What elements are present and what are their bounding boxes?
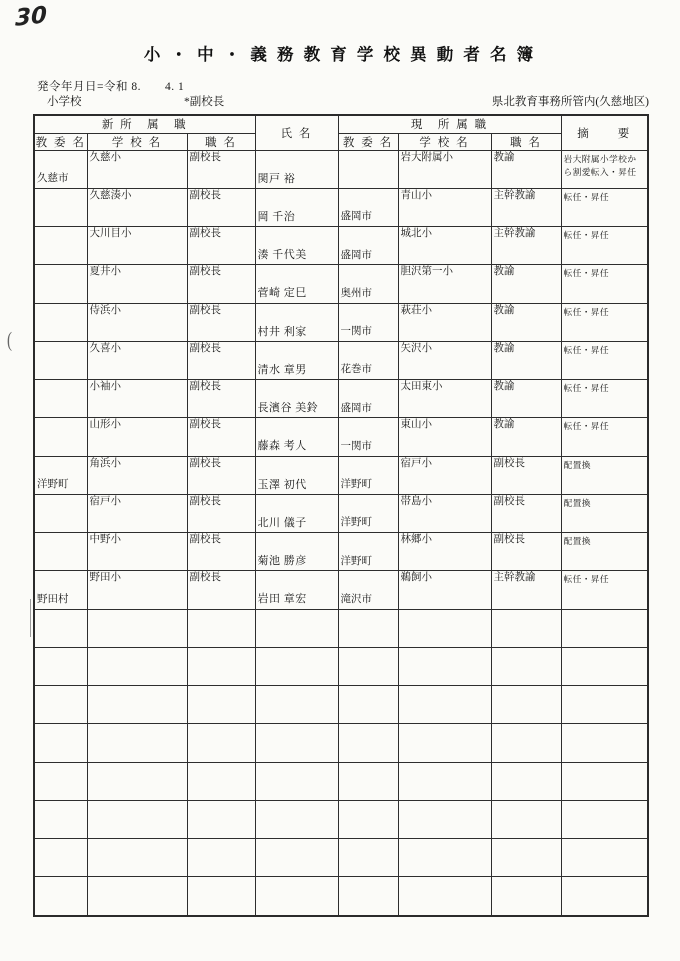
cell-new-school (87, 609, 187, 647)
cell-remarks: 転任・昇任 (561, 571, 648, 609)
cell-new-school (87, 724, 187, 762)
cell-cur-school (398, 762, 491, 800)
table-row-empty (34, 762, 648, 800)
cell-new-committee: 久慈市 (34, 150, 87, 188)
cell-name: 玉澤 初代 (255, 456, 338, 494)
table-row (34, 533, 648, 571)
cell-new-title (187, 839, 255, 877)
cell-new-committee (34, 188, 87, 226)
cell-cur-committee (338, 839, 398, 877)
header-new-school: 学 校 名 (87, 133, 187, 150)
header-new-affiliation: 新 所 属 職 (34, 115, 255, 133)
header-cur-title: 職 名 (491, 133, 561, 150)
cell-name (255, 609, 338, 647)
cell-cur-school: 鵜飼小 (398, 571, 491, 609)
cell-new-title: 副校長 (187, 341, 255, 379)
cell-new-committee (34, 762, 87, 800)
cell-new-title (187, 724, 255, 762)
cell-cur-title: 副校長 (491, 533, 561, 571)
scan-artifact-line (30, 599, 31, 637)
header-new-title: 職 名 (187, 133, 255, 150)
header-current-affiliation: 現 所 属 職 (338, 115, 561, 133)
cell-remarks (561, 800, 648, 838)
cell-remarks (561, 609, 648, 647)
cell-cur-title (491, 724, 561, 762)
cell-new-school: 小袖小 (87, 380, 187, 418)
cell-cur-committee: 花巻市 (338, 341, 398, 379)
cell-cur-title: 副校長 (491, 494, 561, 532)
cell-new-committee (34, 494, 87, 532)
table-row (34, 227, 648, 265)
cell-new-school: 侍浜小 (87, 303, 187, 341)
cell-new-title: 副校長 (187, 456, 255, 494)
cell-new-title (187, 762, 255, 800)
school-type-label: 小学校 (47, 96, 82, 108)
cell-new-title: 副校長 (187, 150, 255, 188)
cell-name: 菊池 勝彦 (255, 533, 338, 571)
cell-name: 岩田 章宏 (255, 571, 338, 609)
cell-cur-committee (338, 150, 398, 188)
cell-cur-school: 林郷小 (398, 533, 491, 571)
cell-remarks: 転任・昇任 (561, 188, 648, 226)
cell-cur-committee: 滝沢市 (338, 571, 398, 609)
cell-remarks: 転任・昇任 (561, 380, 648, 418)
cell-cur-committee: 奥州市 (338, 265, 398, 303)
cell-new-school: 久慈湊小 (87, 188, 187, 226)
cell-new-committee (34, 877, 87, 916)
cell-remarks: 転任・昇任 (561, 265, 648, 303)
cell-remarks (561, 686, 648, 724)
cell-cur-title (491, 686, 561, 724)
table-row (34, 341, 648, 379)
cell-new-school: 野田小 (87, 571, 187, 609)
cell-name: 清水 章男 (255, 341, 338, 379)
cell-remarks (561, 647, 648, 685)
cell-name (255, 647, 338, 685)
roster-table-body (34, 150, 648, 916)
cell-cur-committee (338, 609, 398, 647)
cell-name (255, 877, 338, 916)
cell-new-school (87, 839, 187, 877)
cell-cur-committee (338, 724, 398, 762)
cell-cur-title: 主幹教諭 (491, 227, 561, 265)
table-row (34, 150, 648, 188)
header-new-committee: 教 委 名 (34, 133, 87, 150)
district-office-label: 県北教育事務所管内(久慈地区) (491, 96, 649, 108)
cell-new-school (87, 877, 187, 916)
cell-new-title: 副校長 (187, 418, 255, 456)
cell-cur-school: 青山小 (398, 188, 491, 226)
cell-cur-committee (338, 877, 398, 916)
cell-cur-title: 主幹教諭 (491, 188, 561, 226)
cell-new-school: 角浜小 (87, 456, 187, 494)
cell-cur-school: 矢沢小 (398, 341, 491, 379)
cell-name (255, 762, 338, 800)
cell-cur-committee (338, 762, 398, 800)
cell-cur-committee: 一関市 (338, 303, 398, 341)
table-row-empty (34, 686, 648, 724)
cell-new-school (87, 762, 187, 800)
cell-new-title (187, 686, 255, 724)
cell-cur-title: 教諭 (491, 150, 561, 188)
cell-new-title (187, 609, 255, 647)
cell-new-committee (34, 227, 87, 265)
cell-name (255, 686, 338, 724)
cell-remarks (561, 839, 648, 877)
cell-cur-school: 萩荘小 (398, 303, 491, 341)
cell-cur-title (491, 609, 561, 647)
table-row-empty (34, 724, 648, 762)
cell-new-committee (34, 609, 87, 647)
cell-new-title: 副校長 (187, 265, 255, 303)
cell-new-committee (34, 800, 87, 838)
cell-new-school: 久慈小 (87, 150, 187, 188)
cell-cur-committee: 盛岡市 (338, 188, 398, 226)
cell-new-committee (34, 839, 87, 877)
cell-new-committee (34, 380, 87, 418)
cell-remarks: 配置換 (561, 456, 648, 494)
cell-new-title (187, 800, 255, 838)
cell-cur-title: 主幹教諭 (491, 571, 561, 609)
table-row-empty (34, 800, 648, 838)
cell-new-title: 副校長 (187, 227, 255, 265)
table-row (34, 456, 648, 494)
handwritten-page-number: 30 (15, 2, 47, 32)
cell-new-title: 副校長 (187, 494, 255, 532)
table-row (34, 303, 648, 341)
header-cur-school: 学 校 名 (398, 133, 491, 150)
table-row (34, 494, 648, 532)
table-row-empty (34, 647, 648, 685)
cell-name: 湊 千代美 (255, 227, 338, 265)
cell-remarks: 岩大附属小学校から割愛転入・昇任 (561, 150, 648, 188)
table-row (34, 571, 648, 609)
position-filter-label: *副校長 (184, 96, 225, 108)
cell-new-title: 副校長 (187, 188, 255, 226)
cell-new-committee: 野田村 (34, 571, 87, 609)
cell-remarks: 転任・昇任 (561, 227, 648, 265)
cell-new-committee (34, 686, 87, 724)
cell-new-school: 大川目小 (87, 227, 187, 265)
cell-new-title: 副校長 (187, 380, 255, 418)
table-row-empty (34, 877, 648, 916)
cell-cur-title: 教諭 (491, 265, 561, 303)
cell-remarks: 配置換 (561, 533, 648, 571)
cell-new-school: 中野小 (87, 533, 187, 571)
cell-new-committee (34, 418, 87, 456)
cell-cur-school (398, 609, 491, 647)
cell-cur-committee: 盛岡市 (338, 227, 398, 265)
cell-cur-title (491, 839, 561, 877)
cell-cur-school (398, 877, 491, 916)
cell-cur-school: 東山小 (398, 418, 491, 456)
issue-date-line: 発令年月日=令和 8. 4. 1 (37, 81, 185, 93)
cell-cur-school: 太田東小 (398, 380, 491, 418)
cell-new-title (187, 647, 255, 685)
cell-new-committee (34, 341, 87, 379)
cell-name: 菅崎 定巳 (255, 265, 338, 303)
cell-new-school: 夏井小 (87, 265, 187, 303)
header-cur-committee: 教 委 名 (338, 133, 398, 150)
table-row (34, 265, 648, 303)
cell-cur-committee: 洋野町 (338, 533, 398, 571)
cell-new-school (87, 647, 187, 685)
cell-new-committee (34, 303, 87, 341)
cell-new-title: 副校長 (187, 533, 255, 571)
cell-name: 関戸 裕 (255, 150, 338, 188)
cell-cur-title (491, 877, 561, 916)
cell-remarks (561, 877, 648, 916)
header-group-row (34, 115, 648, 133)
scan-artifact-paren: ( (7, 329, 12, 352)
table-row (34, 418, 648, 456)
header-name: 氏 名 (255, 115, 338, 150)
cell-new-title: 副校長 (187, 303, 255, 341)
cell-new-title: 副校長 (187, 571, 255, 609)
cell-cur-committee: 盛岡市 (338, 380, 398, 418)
cell-name (255, 800, 338, 838)
table-row-empty (34, 609, 648, 647)
cell-new-committee (34, 724, 87, 762)
cell-cur-committee: 一関市 (338, 418, 398, 456)
cell-cur-school: 城北小 (398, 227, 491, 265)
cell-cur-school (398, 839, 491, 877)
cell-name: 北川 儀子 (255, 494, 338, 532)
table-row (34, 380, 648, 418)
cell-name: 岡 千治 (255, 188, 338, 226)
cell-cur-title (491, 800, 561, 838)
cell-cur-title: 副校長 (491, 456, 561, 494)
cell-cur-committee (338, 647, 398, 685)
cell-new-school (87, 686, 187, 724)
cell-cur-school: 帯島小 (398, 494, 491, 532)
table-row (34, 188, 648, 226)
cell-cur-school: 胆沢第一小 (398, 265, 491, 303)
cell-name: 長濱谷 美鈴 (255, 380, 338, 418)
cell-remarks: 配置換 (561, 494, 648, 532)
cell-remarks: 転任・昇任 (561, 341, 648, 379)
cell-cur-committee: 洋野町 (338, 456, 398, 494)
page-title: 小 ・ 中 ・ 義 務 教 育 学 校 異 動 者 名 簿 (143, 45, 537, 64)
cell-cur-title (491, 762, 561, 800)
cell-name: 藤森 考人 (255, 418, 338, 456)
cell-new-committee (34, 533, 87, 571)
cell-new-committee (34, 647, 87, 685)
cell-cur-title: 教諭 (491, 303, 561, 341)
cell-cur-school (398, 647, 491, 685)
cell-cur-committee: 洋野町 (338, 494, 398, 532)
cell-cur-title (491, 647, 561, 685)
cell-cur-school (398, 800, 491, 838)
cell-cur-committee (338, 800, 398, 838)
cell-cur-school: 宿戸小 (398, 456, 491, 494)
table-row-empty (34, 839, 648, 877)
cell-cur-title: 教諭 (491, 418, 561, 456)
cell-cur-title: 教諭 (491, 380, 561, 418)
header-sub-row (34, 133, 648, 150)
header-remarks: 摘 要 (561, 115, 648, 150)
cell-name: 村井 利家 (255, 303, 338, 341)
cell-remarks (561, 724, 648, 762)
roster-table (33, 114, 649, 917)
cell-cur-title: 教諭 (491, 341, 561, 379)
cell-remarks: 転任・昇任 (561, 418, 648, 456)
cell-new-title (187, 877, 255, 916)
cell-new-committee (34, 265, 87, 303)
cell-cur-school (398, 724, 491, 762)
cell-remarks (561, 762, 648, 800)
cell-new-school: 宿戸小 (87, 494, 187, 532)
cell-name (255, 724, 338, 762)
cell-new-school: 山形小 (87, 418, 187, 456)
cell-new-school (87, 800, 187, 838)
cell-name (255, 839, 338, 877)
cell-new-committee: 洋野町 (34, 456, 87, 494)
cell-new-school: 久喜小 (87, 341, 187, 379)
cell-cur-school (398, 686, 491, 724)
cell-cur-committee (338, 686, 398, 724)
cell-cur-school: 岩大附属小 (398, 150, 491, 188)
cell-remarks: 転任・昇任 (561, 303, 648, 341)
